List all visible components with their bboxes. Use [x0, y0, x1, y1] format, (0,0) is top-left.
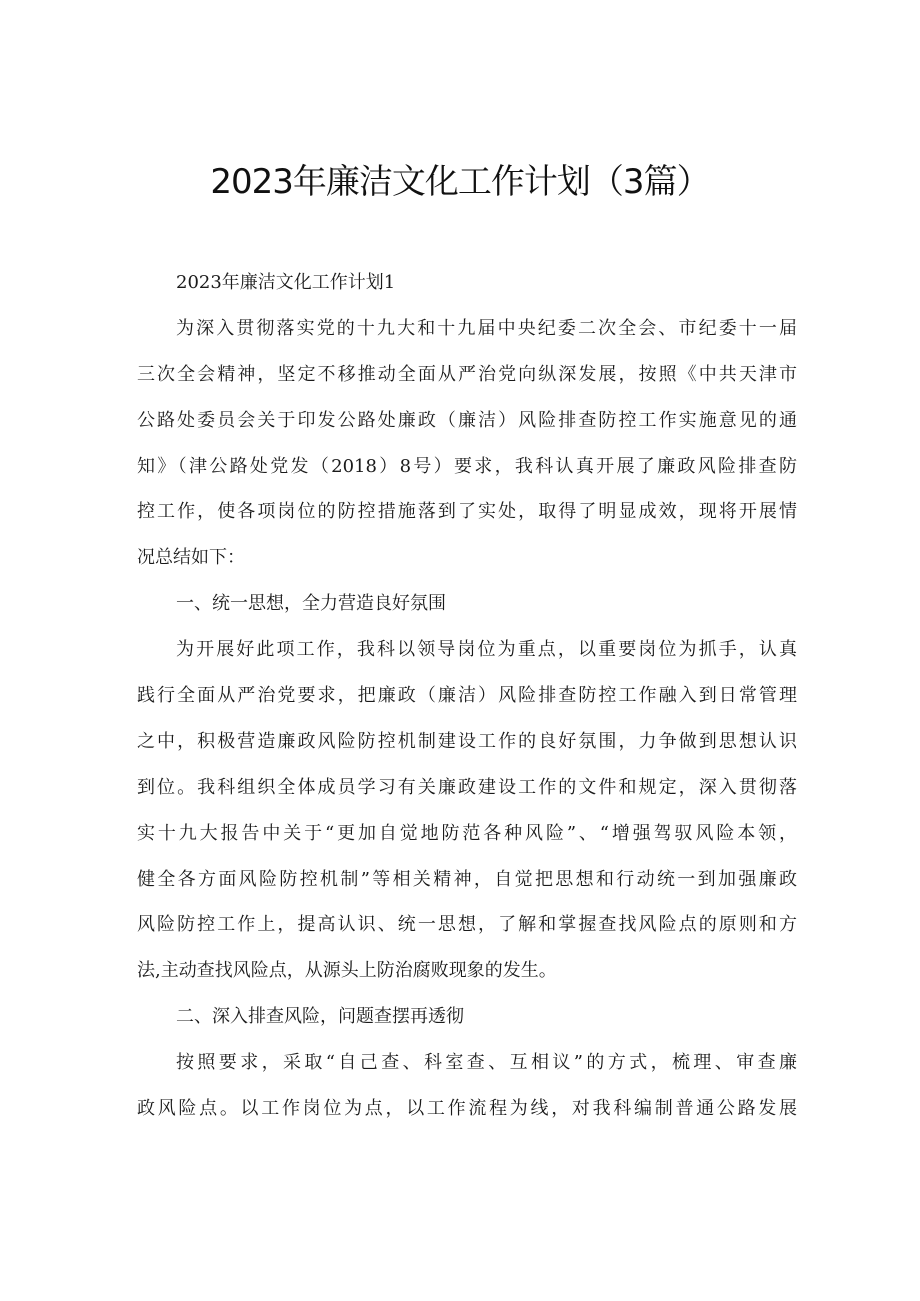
- paragraph-line: 按照要求，采取“自己查、科室查、互相议”的方式，梳理、审查廉: [176, 1052, 797, 1074]
- paragraph-line: 况总结如下：: [137, 547, 245, 569]
- paragraph-line: 践行全面从严治党要求，把廉政（廉洁）风险排查防控工作融入到日常管理: [137, 685, 797, 707]
- section-heading: 2023年廉洁文化工作计划1: [176, 272, 396, 293]
- section-heading: 一、统一思想，全力营造良好氛围: [176, 593, 446, 615]
- paragraph-line: 到位。我科组织全体成员学习有关廉政建设工作的文件和规定，深入贯彻落: [137, 776, 797, 798]
- paragraph-line: 之中，积极营造廉政风险防控机制建设工作的良好氛围，力争做到思想认识: [137, 730, 797, 752]
- document-title: 2023年廉洁文化工作计划（3篇）: [210, 162, 710, 202]
- paragraph-line: 公路处委员会关于印发公路处廉政（廉洁）风险排查防控工作实施意见的通: [137, 409, 797, 431]
- paragraph-line: 法,主动查找风险点，从源头上防治腐败现象的发生。: [137, 960, 557, 982]
- paragraph-line: 三次全会精神，坚定不移推动全面从严治党向纵深发展，按照《中共天津市: [137, 363, 797, 385]
- paragraph-line: 健全各方面风险防控机制”等相关精神，自觉把思想和行动统一到加强廉政: [137, 868, 797, 890]
- paragraph-line: 实十九大报告中关于“更加自觉地防范各种风险”、“增强驾驭风险本领，: [137, 822, 797, 844]
- document-body: [137, 260, 797, 1132]
- paragraph-line: 为深入贯彻落实党的十九大和十九届中央纪委二次全会、市纪委十一届: [176, 317, 797, 339]
- section-heading: 二、深入排查风险，问题查摆再透彻: [176, 1006, 464, 1028]
- paragraph-line: 政风险点。以工作岗位为点，以工作流程为线，对我科编制普通公路发展: [137, 1098, 797, 1120]
- paragraph-line: 控工作，使各项岗位的防控措施落到了实处，取得了明显成效，现将开展情: [137, 501, 797, 523]
- paragraph-line: 为开展好此项工作，我科以领导岗位为重点，以重要岗位为抓手，认真: [176, 639, 797, 661]
- paragraph-line: 知》（津公路处党发（2018）8号）要求，我科认真开展了廉政风险排查防: [137, 455, 797, 477]
- paragraph-line: 风险防控工作上，提高认识、统一思想，了解和掌握查找风险点的原则和方: [137, 914, 797, 936]
